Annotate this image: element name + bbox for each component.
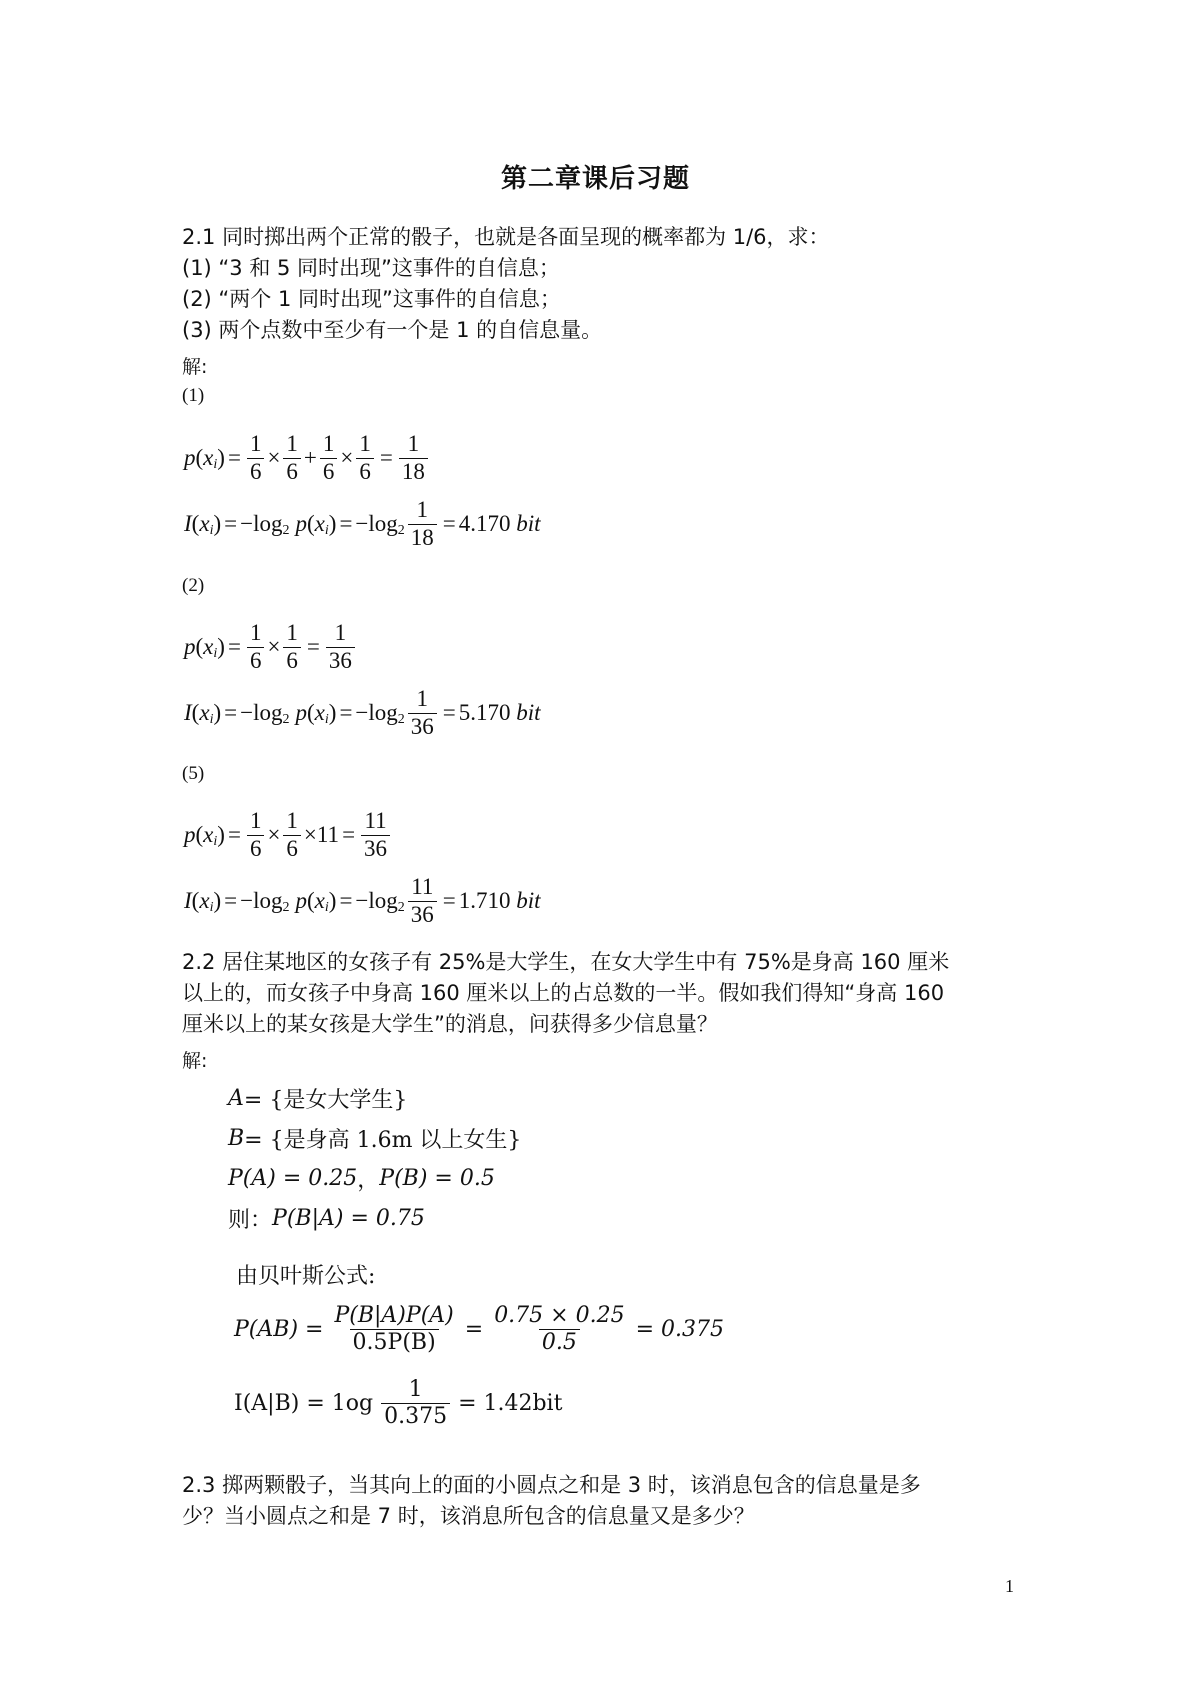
question-line: (3) 两个点数中至少有一个是 1 的自信息量。 (182, 318, 603, 342)
fraction: $\frac{1}{6}$ (283, 432, 301, 483)
fraction: $\frac{1}{6}$ (247, 809, 265, 860)
fraction: $\frac{1}{6}$ (356, 432, 374, 483)
question-2-2 (182, 947, 949, 1040)
fraction: $\frac{1}{36}$ (326, 621, 355, 672)
equation-i2: I ( x i ) = − log 2 p ( x i ) = − log 2 $\frac{1}{36}$ = 5.170 bit (184, 686, 541, 739)
bayes-label: 由贝叶斯公式: (236, 1263, 376, 1289)
question-line: 2.1 同时掷出两个正常的骰子，也就是各面呈现的概率都为 1/6，求： (182, 225, 830, 249)
conditional-probability: 则： P(B|A) = 0.75 (228, 1205, 425, 1233)
question-2-1 (182, 222, 830, 346)
fraction: $\frac{1}{0.375}$ (381, 1378, 450, 1427)
part-label: (2) (182, 575, 205, 596)
fraction: $\frac{11}{36}$ (408, 875, 437, 926)
equation-pab: P(AB) = $\frac{P(B|A)P(A)}{0.5P(B)}$ = $\frac{0.75 \times 0.25}{0.5}$ = 0.375 (234, 1303, 724, 1355)
question-line: 2.3 掷两颗骰子，当其向上的面的小圆点之和是 3 时，该消息包含的信息量是多 (182, 1473, 921, 1497)
equation-iab: I(A|B) = 1og $\frac{1}{0.375}$ = 1.42bit (234, 1377, 563, 1429)
probabilities: P(A) = 0.25 ， P(B) = 0.5 (228, 1165, 495, 1193)
question-2-3 (182, 1470, 921, 1532)
fraction: $\frac{1}{6}$ (283, 809, 301, 860)
solution-label: 解: (182, 1050, 208, 1072)
fraction: $\frac{P(B|A)P(A)}{0.5P(B)}$ (334, 1303, 454, 1355)
solution-label: 解: (182, 356, 208, 378)
question-line: (2) “两个 1 同时出现”这事件的自信息； (182, 287, 561, 311)
question-line: 以上的，而女孩子中身高 160 厘米以上的占总数的一半。假如我们得知“身高 160 (182, 981, 945, 1005)
fraction: $\frac{1}{6}$ (247, 621, 265, 672)
equation-i3: I ( x i ) = − log 2 p ( x i ) = − log 2 $\frac{11}{36}$ = 1.710 bit (184, 874, 541, 927)
equation-p3: p ( x i ) = $\frac{1}{6}$ × $\frac{1}{6}$ × 11 = $\frac{11}{36}$ (184, 805, 393, 865)
definition-b: B = {是身高 1.6m 以上女生} (228, 1125, 522, 1153)
fraction: $\frac{1}{6}$ (320, 432, 338, 483)
fraction: $\frac{1}{18}$ (408, 498, 437, 549)
part-label: (5) (182, 763, 205, 784)
fraction: $\frac{1}{36}$ (408, 687, 437, 738)
equation-p2: p ( x i ) = $\frac{1}{6}$ × $\frac{1}{6}$ = $\frac{1}{36}$ (184, 617, 358, 677)
question-line: (1) “3 和 5 同时出现”这事件的自信息； (182, 256, 560, 280)
fraction: $\frac{1}{6}$ (283, 621, 301, 672)
fraction: $\frac{1}{6}$ (247, 432, 265, 483)
definition-a: A = {是女大学生} (228, 1085, 408, 1113)
equation-p1: p ( x i ) = $\frac{1}{6}$ × $\frac{1}{6}$ + $\frac{1}{6}$ × $\frac{1}{6}$ = $\frac{1}{18}$ (184, 428, 431, 488)
fraction: $\frac{0.75 \times 0.25}{0.5}$ (494, 1303, 625, 1355)
question-line: 2.2 居住某地区的女孩子有 25%是大学生，在女大学生中有 75%是身高 160 厘米 (182, 950, 950, 974)
page-title: 第二章课后习题 (500, 164, 690, 194)
fraction: $\frac{11}{36}$ (361, 809, 390, 860)
part-label: (1) (182, 385, 205, 406)
equation-i1: I ( x i ) = − log 2 p ( x i ) = − log 2 $\frac{1}{18}$ = 4.170 bit (184, 497, 541, 550)
question-line: 少？当小圆点之和是 7 时，该消息所包含的信息量又是多少？ (182, 1504, 755, 1528)
fraction: $\frac{1}{18}$ (399, 432, 428, 483)
question-line: 厘米以上的某女孩是大学生”的消息，问获得多少信息量？ (182, 1012, 718, 1036)
page-number: 1 (1005, 1576, 1014, 1596)
